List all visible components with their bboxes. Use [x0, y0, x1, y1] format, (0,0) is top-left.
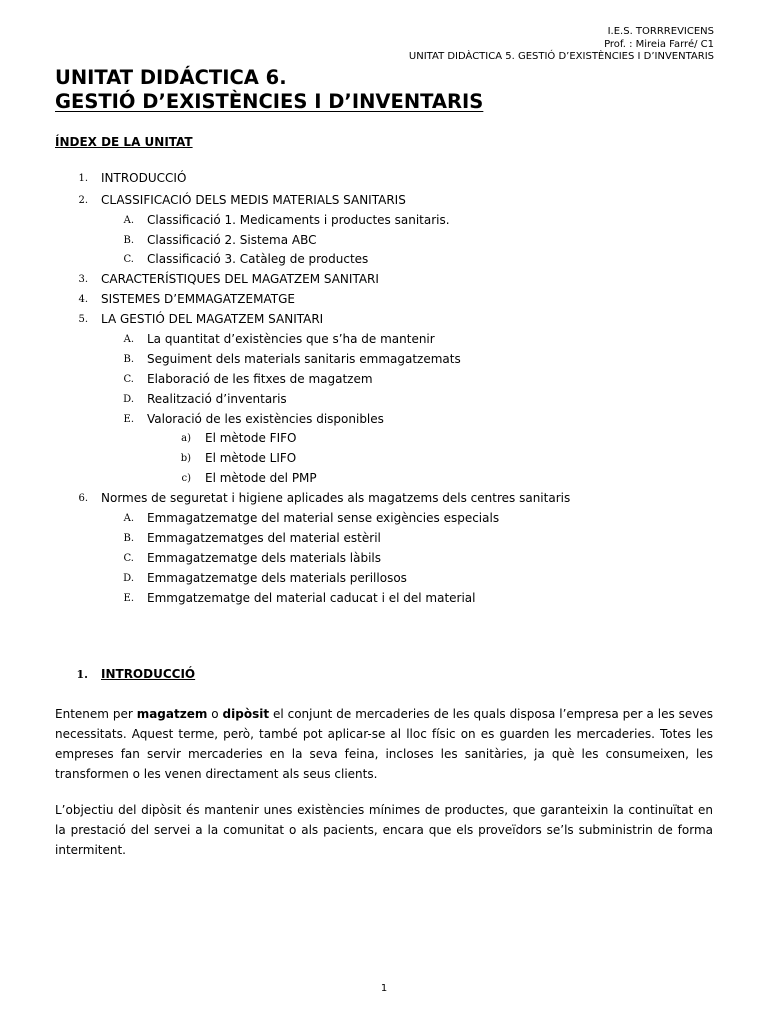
header-teacher: Prof. : Mireia Farré/ C1	[604, 38, 714, 50]
toc-text: Emmagatzematge dels materials perillosos	[147, 571, 407, 585]
term-diposit: dipòsit	[222, 707, 270, 721]
toc-marker: B.	[123, 354, 134, 365]
toc-text: Emmagatzematge del material sense exigències especials	[147, 511, 500, 525]
toc-marker: A.	[123, 513, 134, 524]
toc-text: Realització d’inventaris	[147, 392, 287, 406]
toc-marker: D.	[123, 573, 134, 584]
toc-text: Normes de seguretat i higiene aplicades als magatzems dels centres sanitaris	[101, 491, 571, 505]
toc-marker: C.	[123, 374, 134, 385]
paragraph-text: Entenem per	[55, 707, 137, 721]
toc-text: INTRODUCCIÓ	[101, 171, 187, 185]
toc-text: Classificació 1. Medicaments i productes sanitaris.	[147, 213, 450, 227]
toc-marker: A.	[123, 215, 134, 226]
toc-text: La quantitat d’existències que s’ha de mantenir	[147, 332, 435, 346]
toc-text: El mètode FIFO	[205, 431, 297, 445]
toc-text: SISTEMES D’EMMAGATZEMATGE	[101, 292, 295, 306]
toc-text: Emmagatzematges del material estèril	[147, 531, 381, 545]
toc-marker: B.	[123, 235, 134, 246]
toc-text: Classificació 3. Catàleg de productes	[147, 252, 369, 266]
toc-text: CLASSIFICACIÓ DELS MEDIS MATERIALS SANITARIS	[101, 193, 406, 207]
section-title: INTRODUCCIÓ	[101, 667, 196, 681]
toc-text: Valoració de les existències disponibles	[147, 412, 384, 426]
toc-marker: 4.	[78, 294, 88, 305]
toc-text: El mètode LIFO	[205, 451, 297, 465]
toc-marker: A.	[123, 334, 134, 345]
toc-marker: B.	[123, 533, 134, 544]
header-school: I.E.S. TORRREVICENS	[607, 26, 714, 37]
toc-text: El mètode del PMP	[205, 471, 317, 485]
toc-marker: 6.	[78, 493, 88, 504]
unit-title	[55, 66, 483, 114]
toc-marker: D.	[123, 394, 134, 405]
toc-text: Elaboració de les fitxes de magatzem	[147, 372, 373, 386]
unit-title-line2: GESTIÓ D’EXISTÈNCIES I D’INVENTARIS	[55, 90, 484, 113]
index-heading: ÍNDEX DE LA UNITAT	[55, 135, 193, 149]
term-magatzem: magatzem	[136, 707, 208, 721]
section-number: 1.	[76, 668, 88, 681]
toc-marker: a)	[181, 433, 191, 444]
toc-marker: C.	[123, 553, 134, 564]
paragraph-text: el conjunt de mercaderies de les quals disposa l’empresa per a les seves necessitats. Aquest terme, però, també pot aplicar-se al lloc físic on es guarden les mercaderies. Totes les empreses fan servir mercaderies en la seva feina, incloses les sanitàries, ja què les consumeixen, les transformen o les venen directament als seus clients.	[55, 707, 713, 781]
toc-text: Seguiment dels materials sanitaris emmagatzemats	[147, 352, 461, 366]
unit-title-line1: UNITAT DIDÁCTICA 6.	[55, 66, 287, 89]
header-unit: UNITAT DIDÀCTICA 5. GESTIÓ D’EXISTÈNCIES I D’INVENTARIS	[408, 51, 714, 62]
toc-marker: b)	[180, 453, 191, 464]
toc-text: Classificació 2. Sistema ABC	[147, 233, 317, 247]
toc-text: LA GESTIÓ DEL MAGATZEM SANITARI	[101, 312, 324, 326]
toc-marker: c)	[181, 473, 191, 484]
toc-text: Emmgatzematge del material caducat i el del material	[147, 591, 476, 605]
intro-paragraph-2: L’objectiu del dipòsit és mantenir unes existències mínimes de productes, que garanteixin la continuïtat en la prestació del servei a la comunitat o als pacients, encara que els proveïdors se’ls subministrin de forma intermitent.	[55, 803, 713, 857]
toc-marker: E.	[123, 414, 134, 425]
page-header	[409, 26, 714, 64]
toc-text: Emmagatzematge dels materials làbils	[147, 551, 382, 565]
toc-marker: 5.	[78, 314, 88, 325]
toc-marker: 1.	[78, 173, 88, 184]
toc-text: CARACTERÍSTIQUES DEL MAGATZEM SANITARI	[101, 272, 379, 286]
paragraph-text: o	[207, 707, 223, 721]
toc-marker: C.	[123, 254, 134, 265]
intro-paragraph-1	[55, 704, 713, 784]
toc-marker: 3.	[78, 274, 88, 285]
toc-marker: 2.	[78, 195, 88, 206]
toc-marker: E.	[123, 593, 134, 604]
page-number: 1	[380, 983, 388, 994]
